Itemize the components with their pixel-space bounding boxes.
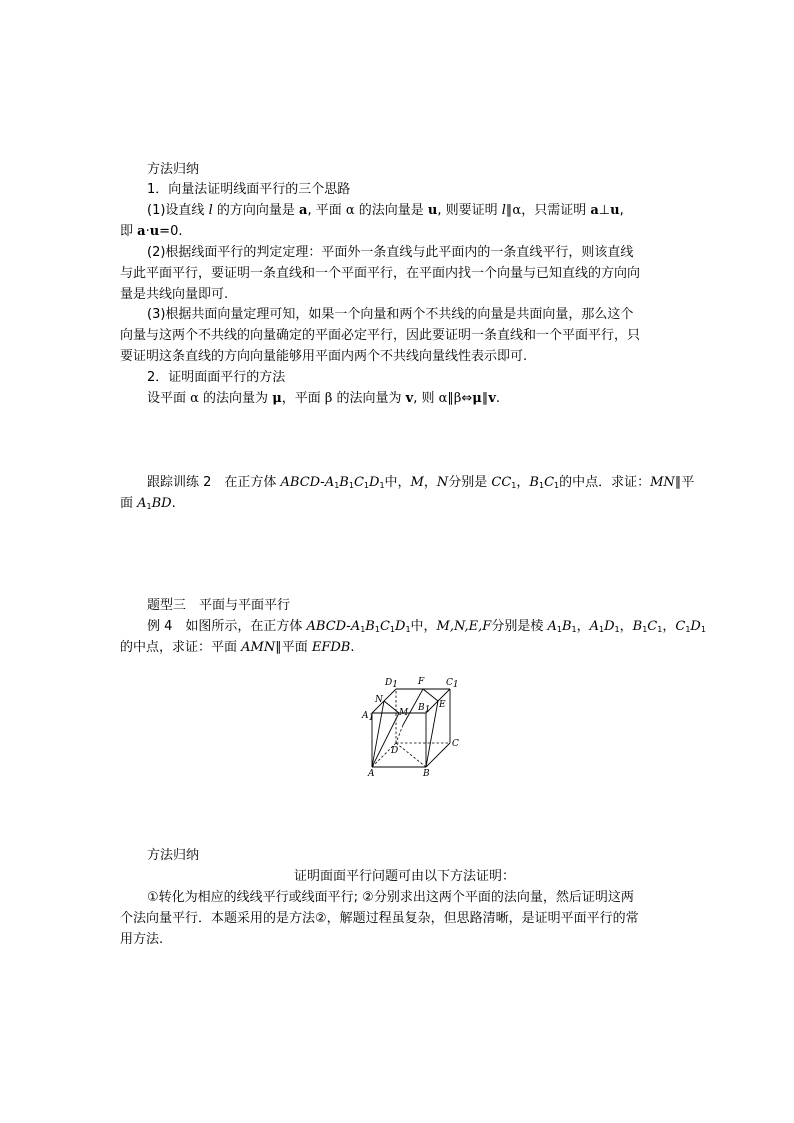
summary-line-1: ①转化为相应的线线平行或线面平行; ②分别求出这两个平面的法向量，然后证明这两 [147, 890, 634, 905]
label-A: A [368, 769, 375, 776]
method-summary-heading-2: 方法归纳 [147, 848, 200, 863]
item-2-title: 2．证明面面平行的方法 [147, 370, 286, 385]
label-D: D [391, 746, 399, 756]
hidden-segment-FD [396, 725, 403, 743]
paragraph-3-line-2: 向量与这两个不共线的向量确定的平面必定平行，因此要证明一条直线和一个平面平行，只 [120, 328, 641, 343]
center-line: 证明面面平行问题可由以下方法证明： [294, 869, 516, 884]
label-B1: B1 [418, 703, 431, 715]
paragraph-2-line-2: 与此平面平行，要证明一条直线和一个平面平行，在平面内找一个向量与已知直线的方向向 [120, 266, 641, 281]
exercise-2-line-2: 面 $A_1BD$. [120, 496, 176, 511]
label-A1: A1 [362, 711, 375, 723]
label-C: C [452, 739, 459, 749]
example-4-line-2: 的中点，求证：平面 AMN∥平面 EFDB. [120, 640, 355, 655]
exercise-2-line-1: 跟踪训练 2 在正方体 ABCD-$A_1B_1C_1D_1$中，M，N分别是 $CC_1$，$B_1C_1$的中点．求证：MN∥平 [147, 475, 695, 490]
paragraph-1-line-2: 即 a·u=0. [120, 224, 183, 239]
paragraph-1-line-1: (1)设直线 l 的方向向量是 a, 平面 α 的法向量是 u, 则要证明 l∥α，只需证明 a⊥u, [147, 203, 624, 218]
label-E: E [439, 700, 446, 710]
summary-line-2: 个法向量平行．本题采用的是方法②，解题过程虽复杂，但思路清晰，是证明平面平行的常 [120, 911, 639, 926]
item-1-title: 1．向量法证明线面平行的三个思路 [147, 182, 351, 197]
label-F: F [418, 677, 425, 687]
label-M: M [399, 708, 409, 718]
paragraph-2-line-1: (2)根据线面平行的判定定理：平面外一条直线与此平面内的一条直线平行，则该直线 [147, 245, 634, 260]
summary-line-3: 用方法. [120, 932, 164, 947]
paragraph-4: 设平面 α 的法向量为 μ，平面 β 的法向量为 v, 则 α∥β⇔μ∥v. [147, 391, 501, 406]
example-4-line-1: 例 4 如图所示，在正方体 ABCD-$A_1B_1C_1D_1$中，M,N,E,F分别是棱 $A_1B_1$，$A_1D_1$，$B_1C_1$，$C_1D_1$ [147, 619, 706, 634]
label-B: B [423, 769, 430, 776]
label-N: N [375, 695, 383, 705]
label-C1: C1 [446, 678, 459, 690]
hidden-segment-DB [396, 743, 426, 767]
label-D1: D1 [385, 678, 398, 690]
paragraph-3-line-1: (3)根据共面向量定理可知，如果一个向量和两个不共线的向量是共面向量，那么这个 [147, 307, 634, 322]
paragraph-3-line-3: 要证明这条直线的方向向量能够用平面内两个不共线向量线性表示即可. [120, 349, 528, 364]
segment-FE [423, 689, 438, 701]
segment-AM [372, 713, 399, 767]
paragraph-2-line-3: 量是共线向量即可. [120, 287, 229, 302]
cube-figure [350, 664, 465, 776]
segment-NM [384, 701, 399, 713]
method-summary-heading: 方法归纳 [147, 162, 200, 177]
section-3-title: 题型三 平面与平面平行 [147, 598, 291, 613]
